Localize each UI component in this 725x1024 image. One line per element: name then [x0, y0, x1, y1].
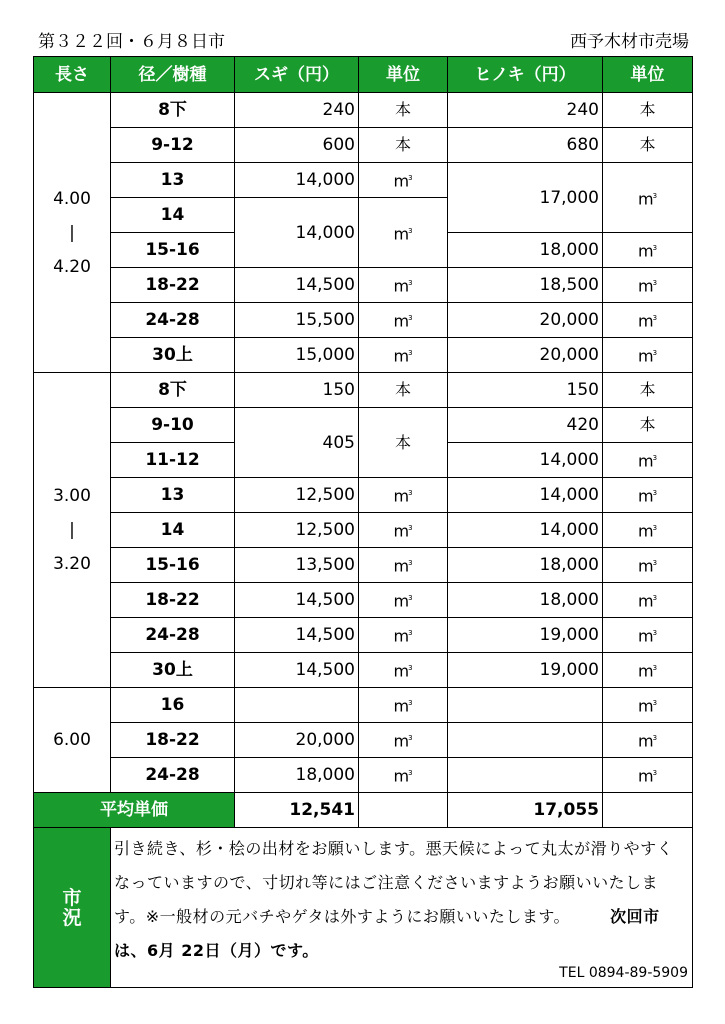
piece-unit: 本: [639, 415, 656, 434]
diameter-cell: 18-22: [111, 268, 235, 303]
price-row: [34, 338, 693, 373]
cubic-superscript: 3: [652, 244, 658, 253]
cubic-meter-unit: m: [637, 626, 654, 646]
hinoki-price-cell: 17,000: [448, 163, 603, 233]
hinoki-price-cell: 19,000: [448, 618, 603, 653]
cubic-meter-unit: m: [637, 241, 654, 261]
sugi-unit-cell: [359, 303, 448, 338]
cubic-meter-unit: m: [637, 766, 654, 786]
telephone-number: TEL 0894-89-5909: [559, 965, 688, 981]
cubic-meter-unit: m: [637, 696, 654, 716]
header-row: [34, 57, 693, 93]
diameter-cell: 8下: [111, 93, 235, 128]
sugi-price-cell: 600: [235, 128, 359, 163]
piece-unit: 本: [394, 100, 411, 119]
cubic-meter-unit: m: [393, 171, 410, 191]
col-header-size: 径／樹種: [111, 57, 235, 93]
price-row: [34, 303, 693, 338]
hinoki-price-cell: [448, 723, 603, 758]
cubic-meter-unit: m: [393, 486, 410, 506]
cubic-meter-unit: m: [637, 661, 654, 681]
sugi-price-cell: 14,500: [235, 618, 359, 653]
hinoki-price-cell: 14,000: [448, 478, 603, 513]
hinoki-unit-cell: [603, 478, 693, 513]
cubic-superscript: 3: [652, 191, 658, 200]
cubic-meter-unit: m: [393, 766, 410, 786]
hinoki-unit-cell: [603, 128, 693, 163]
piece-unit: 本: [394, 380, 411, 399]
length-cell: [34, 373, 111, 688]
cubic-meter-unit: m: [637, 556, 654, 576]
cubic-meter-unit: m: [393, 311, 410, 331]
sugi-unit-cell: [359, 268, 448, 303]
hinoki-price-cell: 20,000: [448, 338, 603, 373]
hinoki-unit-cell: [603, 408, 693, 443]
sugi-price-cell: 12,500: [235, 478, 359, 513]
cubic-meter-unit: m: [393, 661, 410, 681]
cubic-superscript: 3: [652, 664, 658, 673]
cubic-meter-unit: m: [393, 276, 410, 296]
auction-title: 第３２２回・６月８日市: [38, 32, 225, 52]
sugi-unit-cell: [359, 198, 448, 268]
cubic-superscript: 3: [408, 699, 413, 708]
notes-message: 引き続き、杉・桧の出材をお願いします。悪天候によって丸太が滑りやすくなっていますので、寸切れ等にはご注意くださいますようお願いいたします。※一般材の元バチやゲタは外すようにお願いいたします。: [114, 839, 674, 926]
sugi-price-cell: 12,500: [235, 513, 359, 548]
hinoki-price-cell: [448, 688, 603, 723]
diameter-cell: 13: [111, 478, 235, 513]
diameter-cell: 24-28: [111, 618, 235, 653]
notes-text: [114, 832, 686, 968]
hinoki-unit-cell: [603, 93, 693, 128]
hinoki-unit-cell: [603, 618, 693, 653]
hinoki-unit-cell: [603, 303, 693, 338]
hinoki-unit-cell: [603, 268, 693, 303]
sugi-price-cell: 13,500: [235, 548, 359, 583]
sugi-price-cell: 405: [235, 408, 359, 478]
cubic-meter-unit: m: [393, 731, 410, 751]
cubic-meter-unit: m: [393, 696, 410, 716]
col-header-hinoki: ヒノキ（円）: [448, 57, 603, 93]
hinoki-price-cell: 18,000: [448, 548, 603, 583]
piece-unit: 本: [639, 380, 656, 399]
piece-unit: 本: [394, 432, 411, 452]
price-row: [34, 758, 693, 793]
diameter-cell: 14: [111, 513, 235, 548]
hinoki-price-cell: [448, 758, 603, 793]
cubic-meter-unit: m: [637, 591, 654, 611]
cubic-superscript: 3: [652, 454, 658, 463]
price-row: [34, 723, 693, 758]
cubic-meter-unit: m: [393, 224, 410, 244]
diameter-cell: 14: [111, 198, 235, 233]
cubic-meter-unit: m: [637, 276, 654, 296]
hinoki-price-cell: 420: [448, 408, 603, 443]
market-conditions-body: [111, 828, 693, 988]
next-auction-date: 次回市は、6月 22日（月）です。: [114, 907, 660, 960]
hinoki-unit-cell: [603, 233, 693, 268]
diameter-cell: 18-22: [111, 723, 235, 758]
notes-row: [34, 828, 693, 988]
sugi-unit-cell: [359, 163, 448, 198]
hinoki-unit-cell: [603, 548, 693, 583]
diameter-cell: 15-16: [111, 233, 235, 268]
diameter-cell: 8下: [111, 373, 235, 408]
cubic-meter-unit: m: [393, 346, 410, 366]
sugi-price-cell: 15,500: [235, 303, 359, 338]
cubic-superscript: 3: [652, 699, 658, 708]
cubic-superscript: 3: [408, 314, 413, 323]
price-row: [34, 93, 693, 128]
notes-head-bottom: 況: [62, 906, 82, 929]
sugi-unit-cell: [359, 583, 448, 618]
diameter-cell: 9-10: [111, 408, 235, 443]
sugi-price-cell: 14,500: [235, 583, 359, 618]
sugi-unit-cell: [359, 338, 448, 373]
length-cell: [34, 93, 111, 373]
hinoki-price-cell: 680: [448, 128, 603, 163]
hinoki-price-cell: 18,000: [448, 233, 603, 268]
hinoki-unit-cell: [603, 163, 693, 233]
cubic-meter-unit: m: [637, 451, 654, 471]
hinoki-unit-cell: [603, 443, 693, 478]
price-row: [34, 128, 693, 163]
length-from: 3.00: [53, 486, 91, 506]
sugi-unit-cell: [359, 653, 448, 688]
cubic-superscript: 3: [408, 559, 413, 568]
cubic-superscript: 3: [408, 349, 413, 358]
hinoki-unit-cell: [603, 688, 693, 723]
sugi-price-cell: 15,000: [235, 338, 359, 373]
sugi-unit-cell: [359, 478, 448, 513]
sugi-price-cell: 14,500: [235, 268, 359, 303]
sugi-unit-cell: [359, 373, 448, 408]
sugi-unit-cell: [359, 513, 448, 548]
length-separator: |: [69, 222, 75, 243]
diameter-cell: 24-28: [111, 303, 235, 338]
sugi-unit-cell: [359, 618, 448, 653]
col-header-sugi-unit: 単位: [359, 57, 448, 93]
cubic-meter-unit: m: [393, 521, 410, 541]
sugi-price-cell: [235, 688, 359, 723]
length-separator: |: [69, 520, 75, 540]
diameter-cell: 16: [111, 688, 235, 723]
cubic-meter-unit: m: [393, 626, 410, 646]
price-row: [34, 478, 693, 513]
cubic-meter-unit: m: [637, 346, 654, 366]
cubic-superscript: 3: [652, 559, 658, 568]
diameter-cell: 18-22: [111, 583, 235, 618]
col-header-hinoki-unit: 単位: [603, 57, 693, 93]
length-from: 6.00: [53, 730, 91, 750]
cubic-meter-unit: m: [637, 521, 654, 541]
sugi-unit-cell: [359, 758, 448, 793]
sugi-price-cell: 20,000: [235, 723, 359, 758]
price-row: [34, 373, 693, 408]
hinoki-unit-cell: [603, 513, 693, 548]
cubic-superscript: 3: [408, 174, 413, 183]
sugi-price-cell: 18,000: [235, 758, 359, 793]
length-cell: [34, 688, 111, 793]
hinoki-unit-cell: [603, 758, 693, 793]
cubic-superscript: 3: [408, 734, 413, 743]
length-from: 4.00: [53, 188, 91, 209]
cubic-superscript: 3: [652, 314, 658, 323]
hinoki-unit-cell: [603, 373, 693, 408]
piece-unit: 本: [639, 100, 656, 119]
price-row: [34, 618, 693, 653]
hinoki-unit-cell: [603, 653, 693, 688]
average-label: 平均単価: [34, 793, 235, 828]
col-header-length: 長さ: [34, 57, 111, 93]
cubic-superscript: 3: [408, 769, 413, 778]
cubic-superscript: 3: [652, 629, 658, 638]
cubic-superscript: 3: [408, 279, 413, 288]
price-row: [34, 583, 693, 618]
length-to: 4.20: [53, 256, 91, 277]
sugi-price-cell: 14,000: [235, 198, 359, 268]
cubic-superscript: 3: [408, 524, 413, 533]
hinoki-price-cell: 14,000: [448, 443, 603, 478]
cubic-superscript: 3: [408, 664, 413, 673]
cubic-superscript: 3: [652, 769, 658, 778]
cubic-superscript: 3: [408, 489, 413, 498]
sugi-unit-cell: [359, 548, 448, 583]
hinoki-unit-cell: [603, 338, 693, 373]
price-row: [34, 408, 693, 443]
average-hinoki-unit-empty: [603, 793, 693, 828]
cubic-superscript: 3: [408, 226, 413, 235]
cubic-superscript: 3: [652, 594, 658, 603]
cubic-superscript: 3: [652, 349, 658, 358]
hinoki-price-cell: 14,000: [448, 513, 603, 548]
col-header-sugi: スギ（円）: [235, 57, 359, 93]
sugi-unit-cell: [359, 408, 448, 478]
price-row: [34, 688, 693, 723]
diameter-cell: 9-12: [111, 128, 235, 163]
cubic-meter-unit: m: [637, 311, 654, 331]
cubic-superscript: 3: [652, 734, 658, 743]
hinoki-price-cell: 18,500: [448, 268, 603, 303]
sugi-price-cell: 240: [235, 93, 359, 128]
average-sugi: 12,541: [235, 793, 359, 828]
cubic-superscript: 3: [408, 594, 413, 603]
market-name: 西予木材市売場: [570, 32, 689, 52]
sugi-price-cell: 14,000: [235, 163, 359, 198]
market-conditions-heading: [34, 828, 111, 988]
cubic-superscript: 3: [652, 489, 658, 498]
length-to: 3.20: [53, 554, 91, 574]
diameter-cell: 15-16: [111, 548, 235, 583]
cubic-superscript: 3: [652, 524, 658, 533]
cubic-meter-unit: m: [393, 556, 410, 576]
hinoki-price-cell: 20,000: [448, 303, 603, 338]
cubic-meter-unit: m: [393, 591, 410, 611]
hinoki-price-cell: 19,000: [448, 653, 603, 688]
diameter-cell: 24-28: [111, 758, 235, 793]
hinoki-price-cell: 150: [448, 373, 603, 408]
sugi-unit-cell: [359, 128, 448, 163]
price-row: [34, 653, 693, 688]
price-row: [34, 513, 693, 548]
sugi-price-cell: 14,500: [235, 653, 359, 688]
diameter-cell: 13: [111, 163, 235, 198]
hinoki-unit-cell: [603, 723, 693, 758]
diameter-cell: 11-12: [111, 443, 235, 478]
price-row: [34, 163, 693, 198]
cubic-superscript: 3: [652, 279, 658, 288]
sugi-unit-cell: [359, 93, 448, 128]
cubic-meter-unit: m: [637, 189, 654, 209]
price-table: [33, 56, 693, 988]
diameter-cell: 30上: [111, 653, 235, 688]
average-sugi-unit-empty: [359, 793, 448, 828]
piece-unit: 本: [394, 135, 411, 154]
notes-head-top: 市: [62, 886, 82, 909]
average-hinoki: 17,055: [448, 793, 603, 828]
cubic-meter-unit: m: [637, 486, 654, 506]
cubic-superscript: 3: [408, 629, 413, 638]
price-row: [34, 268, 693, 303]
price-row: [34, 548, 693, 583]
sugi-unit-cell: [359, 723, 448, 758]
sugi-price-cell: 150: [235, 373, 359, 408]
cubic-meter-unit: m: [637, 731, 654, 751]
piece-unit: 本: [639, 135, 656, 154]
sugi-unit-cell: [359, 688, 448, 723]
diameter-cell: 30上: [111, 338, 235, 373]
hinoki-price-cell: 18,000: [448, 583, 603, 618]
hinoki-unit-cell: [603, 583, 693, 618]
hinoki-price-cell: 240: [448, 93, 603, 128]
average-row: [34, 793, 693, 828]
